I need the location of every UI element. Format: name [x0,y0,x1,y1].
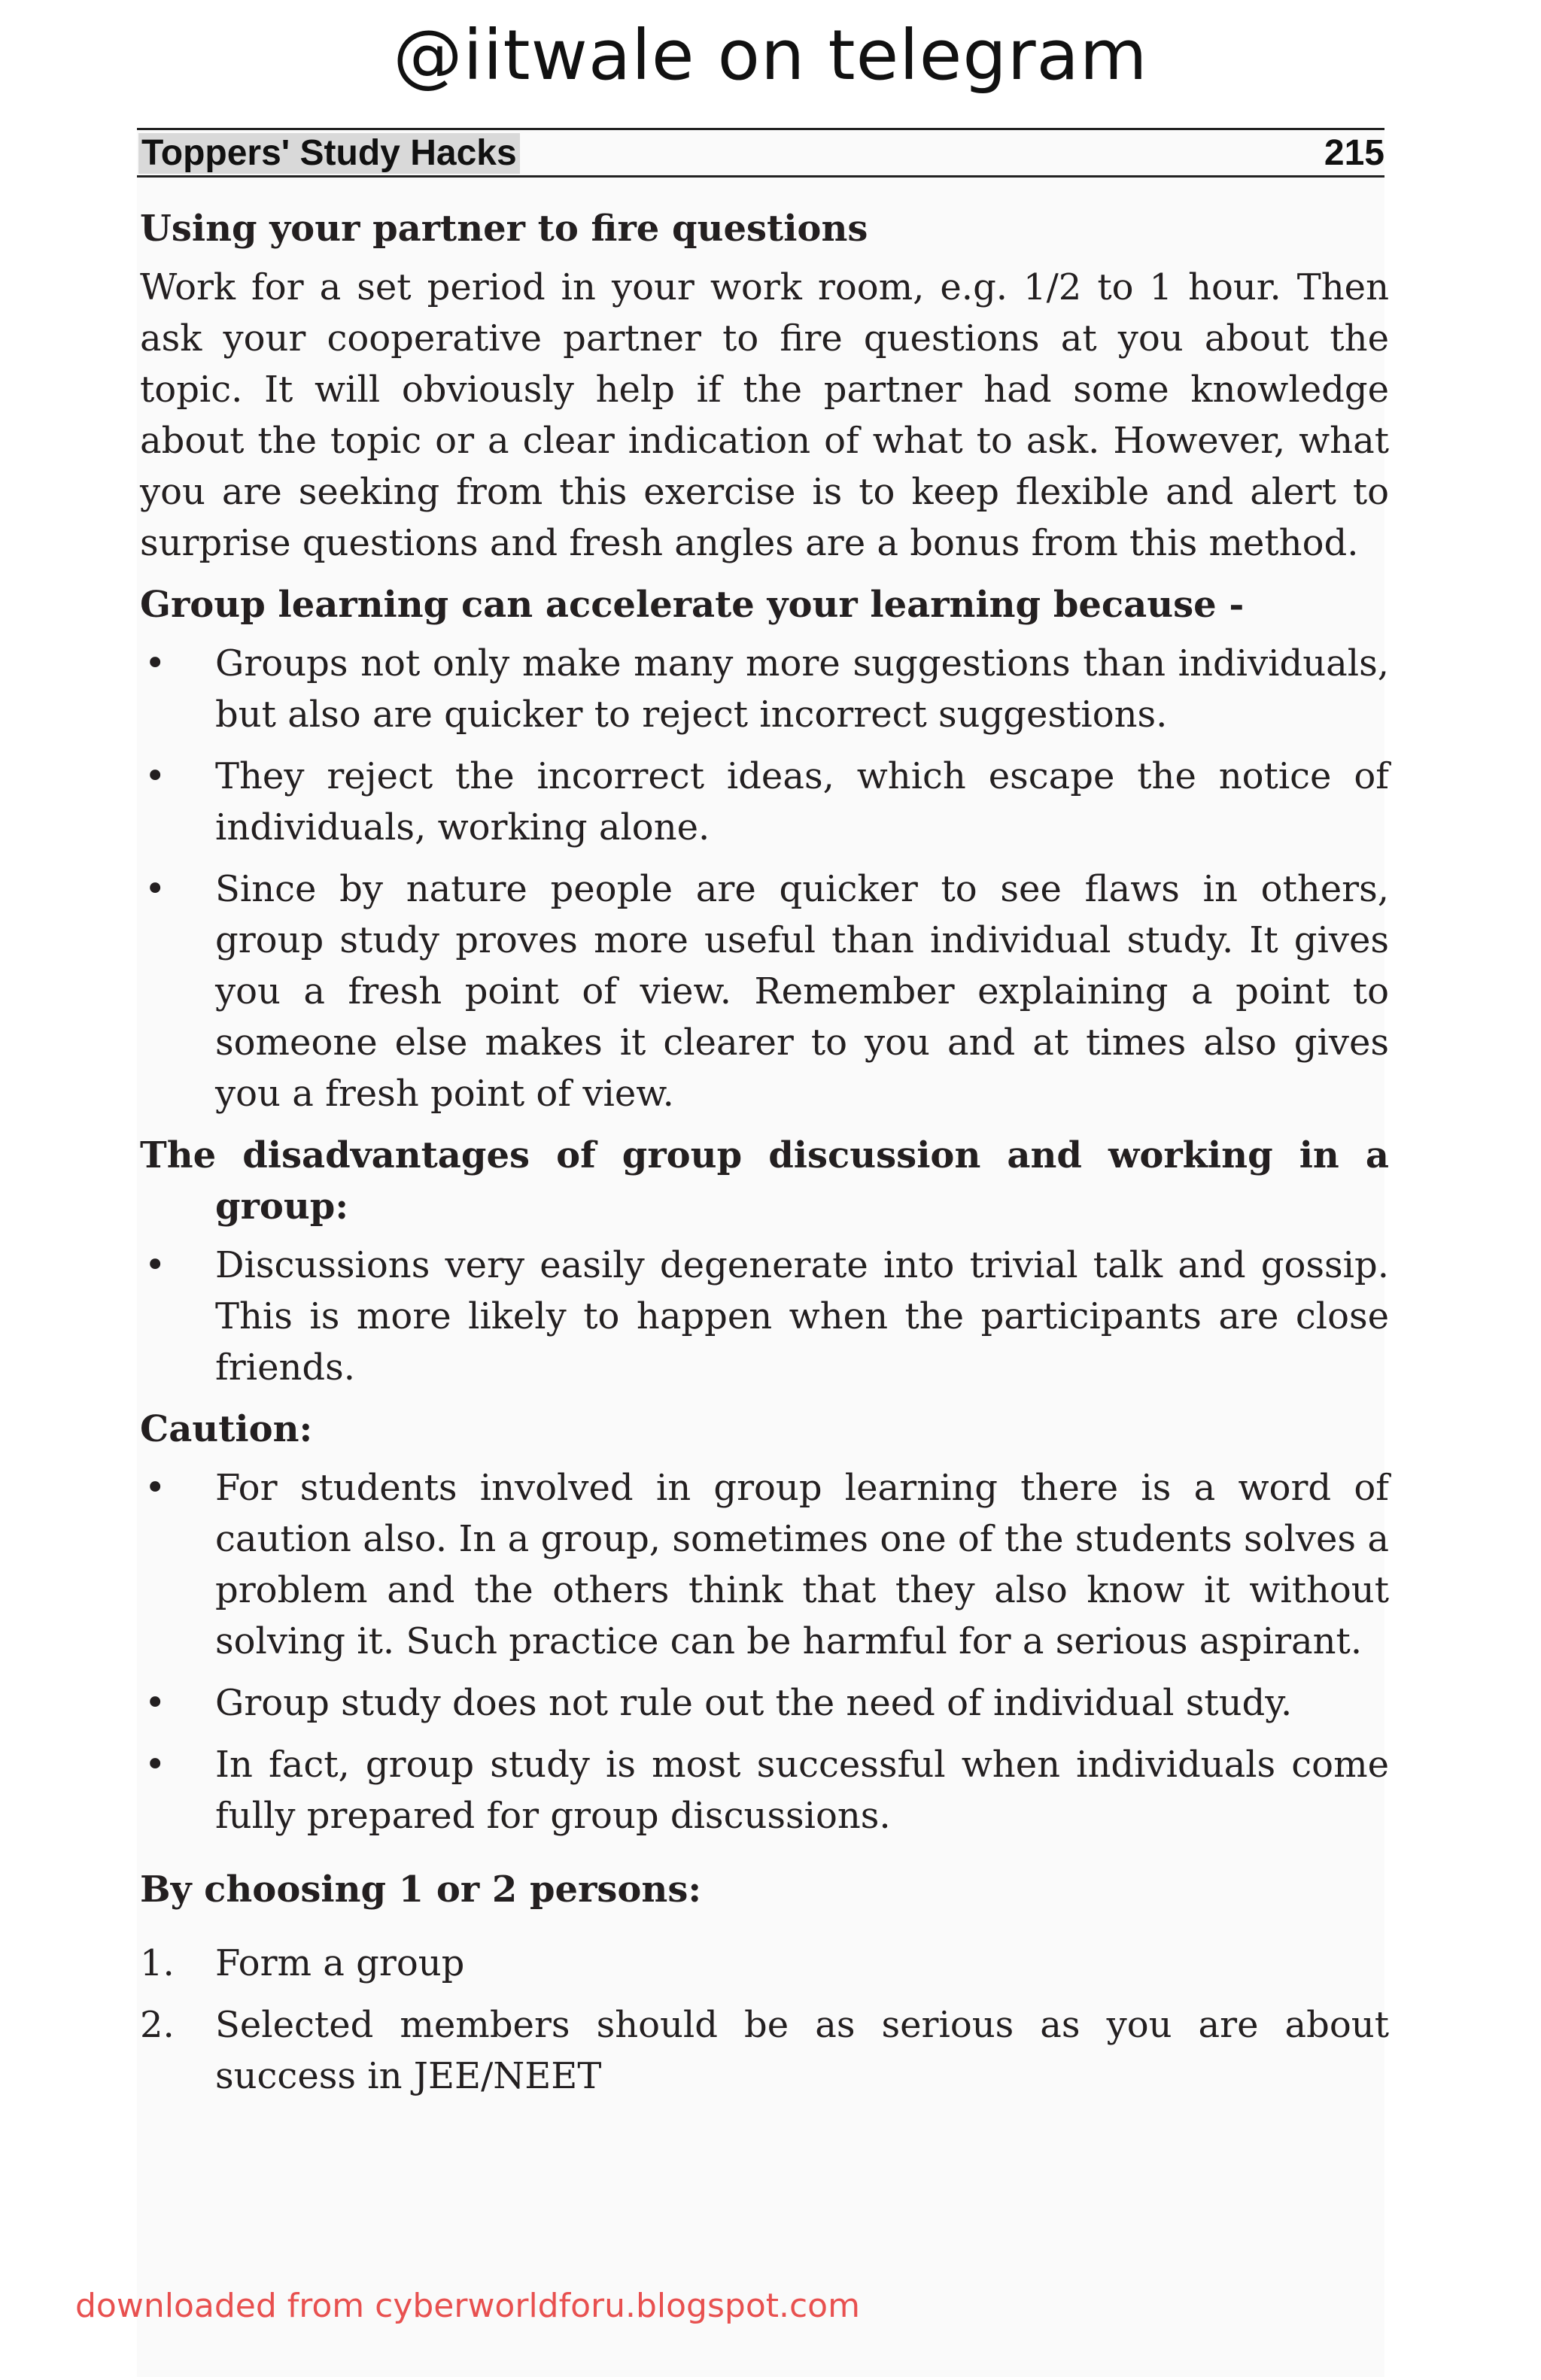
bullet-icon: • [144,868,166,910]
caution-list [140,1462,1389,1841]
bullet-icon: • [144,1682,166,1724]
list-item-text: They reject the incorrect ideas, which escape the notice of individuals, working alone. [215,755,1389,848]
list-item [140,751,1389,853]
list-item-text: Groups not only make many more suggestions than individuals, but also are quicker to reject incorrect suggestions. [215,642,1389,736]
list-item [140,1938,1389,1989]
book-page [137,128,1389,2377]
list-item-text: Form a group [215,1942,465,1984]
choosing-list [140,1938,1389,2102]
section-heading-disadvantages: The disadvantages of group discussion and working in a group: [140,1134,1389,1228]
list-item [140,1462,1389,1667]
bullet-icon: • [144,1244,166,1286]
watermark-top: @iitwale on telegram [393,15,1148,96]
list-number: 1. [140,1942,175,1984]
bullet-icon: • [144,642,166,685]
list-item [140,1240,1389,1393]
list-item-text: Since by nature people are quicker to see flaws in others, group study proves more useful than individual study. It gives you a fresh point of view. Remember explaining a point to someone else makes it clearer to you and at times also gives you a fresh point of view. [215,868,1389,1115]
section-heading-choosing: By choosing 1 or 2 persons: [140,1868,702,1911]
watermark-bottom: downloaded from cyberworldforu.blogspot.com [75,2287,860,2325]
list-item-text: Discussions very easily degenerate into trivial talk and gossip. This is more likely to happen when the participants are close friends. [215,1244,1389,1389]
list-item [140,638,1389,740]
running-head-title: Toppers' Study Hacks [138,133,520,174]
group-learning-list [140,638,1389,1119]
disadvantages-list [140,1240,1389,1393]
section-heading-partner: Using your partner to fire questions [140,208,868,250]
list-item [140,1677,1389,1729]
list-item-text: In fact, group study is most successful when individuals come fully prepared for group discussions. [215,1744,1389,1837]
section-heading-group-learning: Group learning can accelerate your learning because - [140,584,1245,626]
list-item [140,1999,1389,2102]
list-item [140,1739,1389,1841]
running-head [137,128,1384,178]
paragraph-partner: Work for a set period in your work room, e.g. 1/2 to 1 hour. Then ask your cooperative partner to fire questions at you about the topic. It will obviously help if the partner had some knowledge about the topic or a clear indication of what to ask. However, what you are seeking from this exercise is to keep flexible and alert to surprise questions and fresh angles are a bonus from this method. [140,266,1389,564]
list-item-text: Selected members should be as serious as you are about success in JEE/NEET [215,2004,1389,2097]
bullet-icon: • [144,755,166,797]
list-number: 2. [140,2004,175,2046]
bullet-icon: • [144,1744,166,1786]
list-item [140,864,1389,1119]
section-heading-caution: Caution: [140,1408,313,1450]
page-content [140,203,1389,2112]
bullet-icon: • [144,1467,166,1509]
page-number: 215 [1324,133,1384,173]
list-item-text: For students involved in group learning there is a word of caution also. In a group, sometimes one of the students solves a problem and the others think that they also know it without solving it. Such practice can be harmful for a serious aspirant. [215,1467,1389,1662]
list-item-text: Group study does not rule out the need of individual study. [215,1682,1293,1724]
